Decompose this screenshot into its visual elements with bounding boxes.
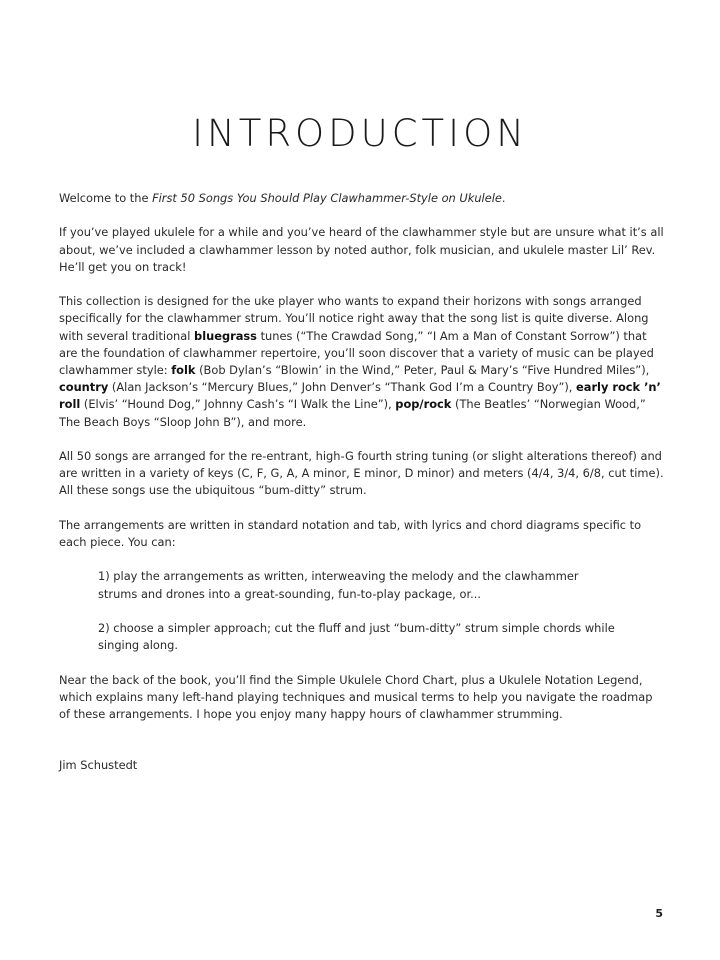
- genre-pop-rock: pop/rock: [395, 397, 452, 412]
- genre-folk: folk: [171, 363, 196, 377]
- genre-country: country: [59, 380, 109, 395]
- option-play-as-written: 1) play the arrangements as written, interweaving the melody and the clawhammer strums and drones into a great-sounding, fun-to-play package, or...: [98, 569, 579, 601]
- genre-early-rock-n-roll: early rock ’n’ roll: [59, 380, 661, 412]
- paragraph-clawhammer-lesson: If you’ve played ukulele for a while and you’ve heard of the clawhammer style but are unsure what it’s all about, we’ve included a clawhammer lesson by noted author, folk musician, and ukulele master Lil’ Rev. He’ll get you on track!: [59, 225, 664, 274]
- paragraph-collection: [59, 293, 667, 431]
- paragraph-chord-chart: Near the back of the book, you’ll find the Simple Ukulele Chord Chart, plus a Ukulele Notation Legend, which explains many left-hand playing techniques and musical terms to help you navigate the roadmap of these arrangements. I hope you enjoy many happy hours of clawhammer strumming.: [59, 672, 653, 721]
- collection-text-5: (Elvis’ “Hound Dog,” Johnny Cash’s “I Walk the Line”),: [80, 397, 396, 412]
- paragraph-welcome: [59, 190, 667, 207]
- introduction-body: [59, 190, 667, 792]
- collection-text-4: (Alan Jackson’s “Mercury Blues,” John Denver’s “Thank God I’m a Country Boy”),: [108, 380, 577, 395]
- paragraph-tuning: All 50 songs are arranged for the re-entrant, high-G fourth string tuning (or slight alterations thereof) and are written in a variety of keys (C, F, G, A, A minor, E minor, D minor) and meters (4/4, 3/4, 6/8, cut time). All these songs use the ubiquitous “bum-ditty” strum.: [59, 449, 664, 498]
- page-title: INTRODUCTION: [192, 112, 528, 155]
- page-number: 5: [655, 907, 663, 920]
- welcome-text: Welcome to the: [59, 191, 153, 205]
- collection-text-6: (The Beatles’ “Norwegian Wood,” The Beach Boys “Sloop John B”), and more.: [59, 397, 646, 429]
- paragraph-arrangements: The arrangements are written in standard notation and tab, with lyrics and chord diagrams specific to each piece. You can:: [59, 517, 642, 549]
- option-simpler-approach: 2) choose a simpler approach; cut the fluff and just “bum-ditty” strum simple chords while singing along.: [98, 620, 615, 653]
- collection-text-1: This collection is designed for the uke player who wants to expand their horizons with songs arranged specifically for the clawhammer strum. You’ll notice right away that the song list is quite diverse. Along with several traditional: [59, 294, 649, 343]
- collection-text-2: tunes (“The Crawdad Song,” “I Am a Man of Constant Sorrow”) that are the foundation of clawhammer repertoire, you’ll soon discover that a variety of music can be played clawhammer style:: [59, 328, 654, 377]
- author-signature: Jim Schustedt: [59, 758, 138, 773]
- genre-bluegrass: bluegrass: [194, 328, 257, 343]
- collection-text-3: (Bob Dylan’s “Blowin’ in the Wind,” Peter, Paul & Mary’s “Five Hundred Miles”),: [195, 363, 650, 377]
- welcome-end: .: [501, 191, 506, 205]
- book-title: First 50 Songs You Should Play Clawhammer-Style on Ukulele: [152, 191, 502, 205]
